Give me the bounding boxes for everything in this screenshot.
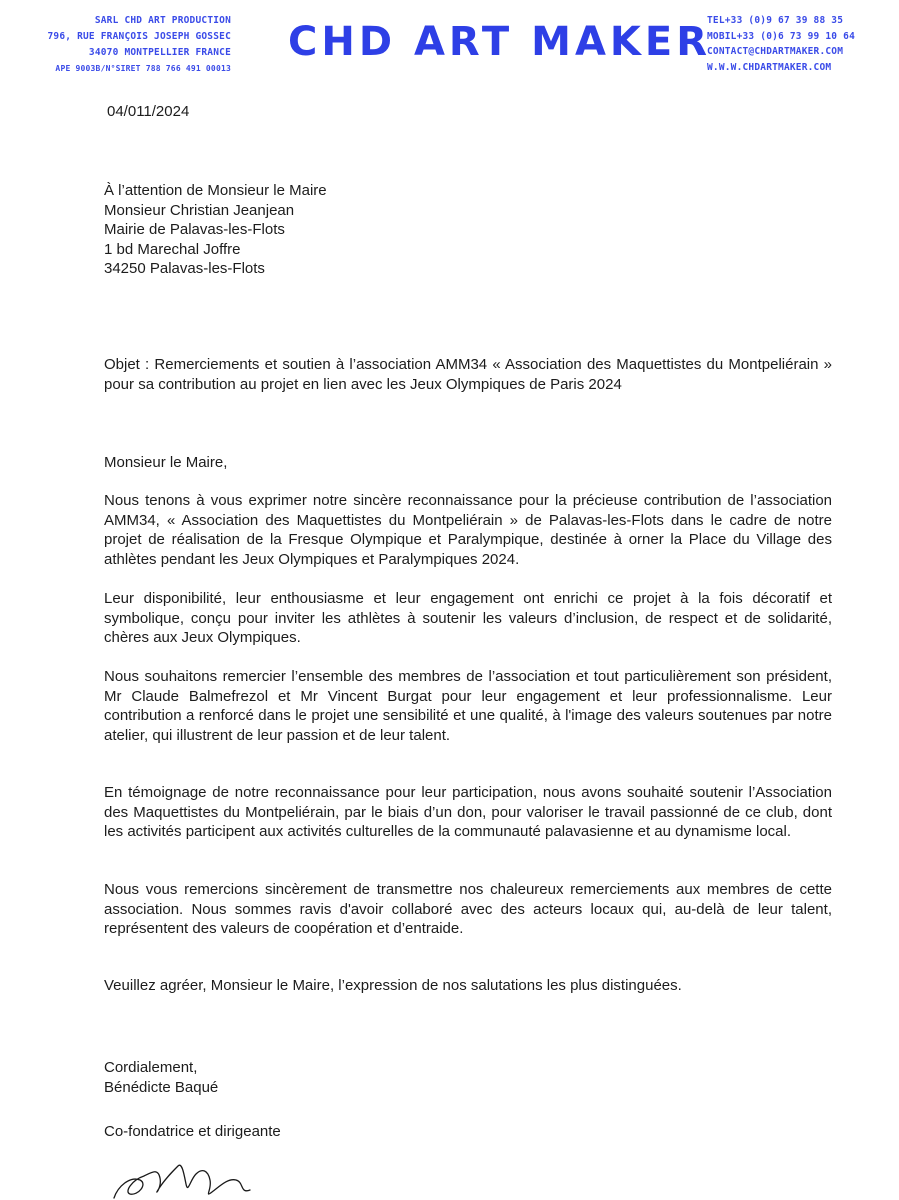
recipient-line: Mairie de Palavas-les-Flots [104,221,285,238]
signer-name: Bénédicte Baqué [104,1079,219,1096]
letter-date: 04/011/2024 [107,103,190,120]
company-street: 796, RUE FRANÇOIS JOSEPH GOSSEC [47,31,231,42]
recipient-address [104,181,804,279]
letter-greeting: Monsieur le Maire, [104,454,228,471]
recipient-line: 34250 Palavas-les-Flots [104,260,265,277]
letter-subject: Objet : Remerciements et soutien à l’association AMM34 « Association des Maquettistes du Montpeliérain » pour sa contribution au projet en lien avec les Jeux Olympiques de Paris 2024 [104,356,832,393]
letter-closing: Cordialement, [104,1059,198,1076]
signer-title: Co-fondatrice et dirigeante [104,1123,281,1140]
company-contact-block [707,13,887,75]
company-registration: APE 9003B/N°SIRET 788 766 491 00013 [55,64,231,73]
letter-paragraph: Nous tenons à vous exprimer notre sincère reconnaissance pour la précieuse contribution de l’association AMM34, « Association des Maquettistes du Montpeliérain » de Palavas-les-Flots dans le cadre de notre projet de réalisation de la Fresque Olympique et Paralympique, destinée à orner la Place du Village des athlètes pendant les Jeux Olympiques et Paralympiques 2024. [104,492,832,568]
letter-paragraph: Leur disponibilité, leur enthousiasme et leur engagement ont enrichi ce projet à la fois décoratif et symbolique, conçu pour inviter les athlètes à soutenir les valeurs d’inclusion, de respect et de solidarité, chères aux Jeux Olympiques. [104,590,832,646]
recipient-line: Monsieur Christian Jeanjean [104,201,295,219]
company-name: SARL CHD ART PRODUCTION [94,15,231,26]
brand-title: CHD ART MAKER [288,19,712,65]
letter-paragraph: Nous souhaitons remercier l’ensemble des membres de l’association et tout particulièrement son président, Mr Claude Balmefrezol et Mr Vincent Burgat pour leur engagement et leur professionnalisme. Leur contribution a renforcé dans le projet une sensibilité et une qualité, à l'image des valeurs soutenues par notre atelier, qui illustrent de leur passion et de leur talent. [104,668,832,744]
company-address-block [20,13,231,77]
letter-paragraph: Veuillez agréer, Monsieur le Maire, l’expression de nos salutations les plus distinguées. [104,977,682,994]
recipient-line: 1 bd Marechal Joffre [104,240,241,258]
recipient-line: À l’attention de Monsieur le Maire [104,182,327,199]
letter-paragraph: En témoignage de notre reconnaissance pour leur participation, nous avons souhaité soutenir l’Association des Maquettistes du Montpeliérain, par le biais d’un don, pour valoriser le travail passionné de ce club, dont les activités participent aux activités culturelles de la communauté palavasienne et au dynamisme local. [104,784,832,840]
company-website: W.W.W.CHDARTMAKER.COM [707,61,832,73]
company-city: 34070 MONTPELLIER FRANCE [88,47,231,58]
company-mobile: MOBIL+33 (0)6 73 99 10 64 [707,30,855,42]
company-phone: TEL+33 (0)9 67 39 88 35 [707,15,844,26]
letter-paragraph: Nous vous remercions sincèrement de transmettre nos chaleureux remerciements aux membres de cette association. Nous sommes ravis d'avoir collaboré avec des acteurs locaux qui, au-delà de leur talent, représentent des valeurs de coopération et d’entraide. [104,881,832,937]
handwritten-signature [100,1150,280,1200]
company-email: CONTACT@CHDARTMAKER.COM [707,46,844,57]
